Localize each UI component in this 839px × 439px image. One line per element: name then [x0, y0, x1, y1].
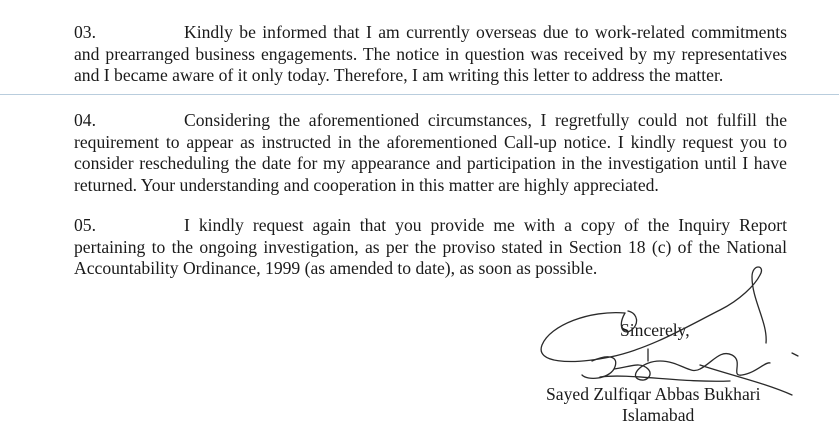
paragraph-number: 05.	[74, 215, 96, 235]
paragraph-03	[74, 22, 787, 87]
paragraph-text: I kindly request again that you provide me with a copy of the Inquiry Report pertaining to the ongoing investigation, as per the proviso stated in Section 18 (c) of the National Accountability Ordinance, 1999 (as amended to date), as soon as possible.	[74, 215, 787, 278]
closing-salutation: Sincerely,	[620, 320, 690, 340]
paragraph-text: Kindly be informed that I am currently overseas due to work-related commitments and prearranged business engagements. The notice in question was received by my representatives and I became aware of it only today. Therefore, I am writing this letter to address the matter.	[74, 22, 787, 85]
paragraph-number: 03.	[74, 22, 96, 42]
signatory-city: Islamabad	[622, 405, 695, 425]
paragraph-05	[74, 215, 787, 280]
paragraph-number: 04.	[74, 110, 96, 130]
paragraph-text: Considering the aforementioned circumstances, I regretfully could not fulfill the requirement to appear as instructed in the aforementioned Call-up notice. I kindly request you to consider rescheduling the date for my appearance and participation in the investigation until I have returned. Your understanding and cooperation in this matter are highly appreciated.	[74, 110, 787, 195]
signatory-name: Sayed Zulfiqar Abbas Bukhari	[546, 384, 761, 404]
page-fold-line	[0, 94, 839, 95]
paragraph-04	[74, 110, 787, 196]
